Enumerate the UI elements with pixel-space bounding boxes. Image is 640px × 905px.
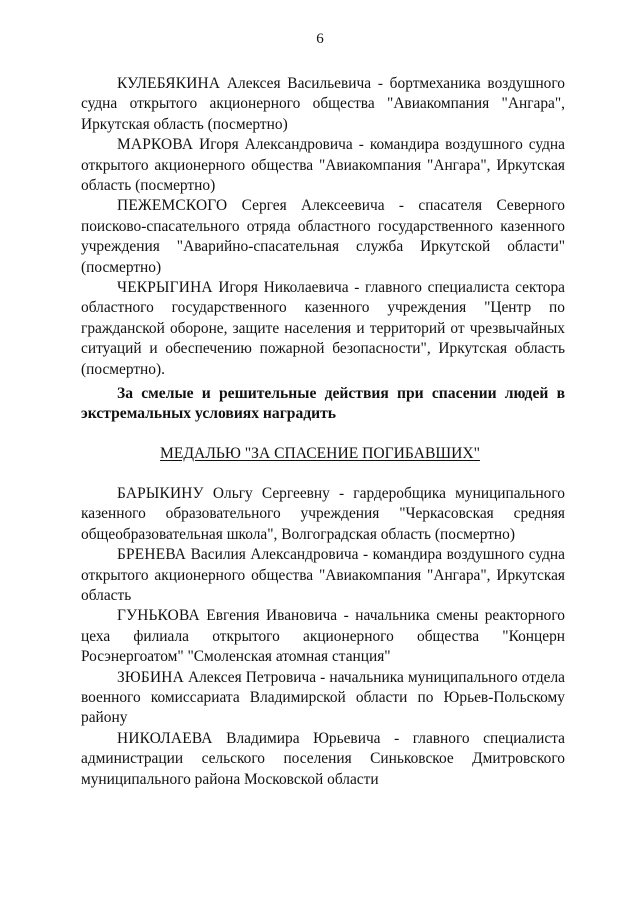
awardee-surname: КУЛЕБЯКИНА bbox=[117, 75, 221, 92]
awardee-surname: БАРЫКИНУ bbox=[117, 485, 204, 502]
awardee-details: Алексея Петровича - начальника муниципального отдела военного комиссариата Владимирской области по Юрьев-Польскому району bbox=[81, 668, 565, 727]
medal-title-text: МЕДАЛЬЮ "ЗА СПАСЕНИЕ ПОГИБАВШИХ" bbox=[160, 445, 480, 462]
awardee-surname: МАРКОВА bbox=[117, 136, 194, 154]
awardee-entry bbox=[81, 729, 565, 790]
awardee-entry bbox=[81, 606, 565, 667]
awardee-entry bbox=[81, 545, 565, 606]
awardee-list-1 bbox=[81, 74, 565, 380]
awardee-details: Евгения Ивановича - начальника смены реакторного цеха филиала открытого акционерного общества "Концерн Росэнергоатом" "Смоленская атомная станция" bbox=[81, 607, 565, 666]
awardee-surname: ЗЮБИНА bbox=[117, 668, 184, 686]
awardee-details: Василия Александровича - командира воздушного судна открытого акционерного общества "Авиакомпания "Ангара", Иркутская область bbox=[81, 546, 565, 605]
medal-title bbox=[0, 444, 640, 464]
awardee-entry bbox=[81, 74, 565, 135]
awardee-surname: ЧЕКРЫГИНА bbox=[117, 279, 213, 297]
awardee-details: Владимира Юрьевича - главного специалиста администрации сельского поселения Синьковское Дмитровского муниципального района Московской области bbox=[81, 729, 565, 788]
awardee-entry bbox=[81, 668, 565, 729]
awardee-details: Игоря Николаевича - главного специалиста сектора областного государственного казенного учреждения "Центр по гражданской обороне, защите населения и территорий от чрезвычайных ситуаций и обеспечению пожарной безопасности", Иркутская область (посмертно). bbox=[81, 279, 565, 378]
awardee-entry bbox=[81, 484, 565, 545]
awardee-surname: ПЕЖЕМСКОГО bbox=[117, 197, 228, 215]
awardee-details: Сергея Алексеевича - спасателя Северного поисково-спасательного отряда областного государственного казенного учреждения "Аварийно-спасательная служба Иркутской области" (посмертно) bbox=[81, 197, 565, 276]
awardee-entry bbox=[81, 135, 565, 196]
awardee-details: Ольгу Сергеевну - гардеробщика муниципального казенного образовательного учреждения "Черкасовская средняя общеобразовательная школа", Волгоградская область (посмертно) bbox=[81, 485, 565, 543]
awardee-entry bbox=[81, 278, 565, 380]
award-heading: За смелые и решительные действия при спасении людей в экстремальных условиях наградить bbox=[81, 385, 565, 423]
awardee-surname: ГУНЬКОВА bbox=[117, 607, 200, 625]
awardee-surname: НИКОЛАЕВА bbox=[117, 729, 213, 747]
awardee-details: Игоря Александровича - командира воздушного судна открытого акционерного общества "Авиакомпания "Ангара", Иркутская область (посмертно) bbox=[81, 136, 565, 195]
awardee-entry bbox=[81, 196, 565, 278]
awardee-list-2 bbox=[81, 484, 565, 790]
page-number: 6 bbox=[316, 31, 324, 47]
awardee-details: Алексея Васильевича - бортмеханика воздушного судна открытого акционерного общества "Авиакомпания "Ангара", Иркутская область (посмертно) bbox=[81, 75, 565, 133]
awardee-surname: БРЕНЕВА bbox=[117, 546, 187, 564]
